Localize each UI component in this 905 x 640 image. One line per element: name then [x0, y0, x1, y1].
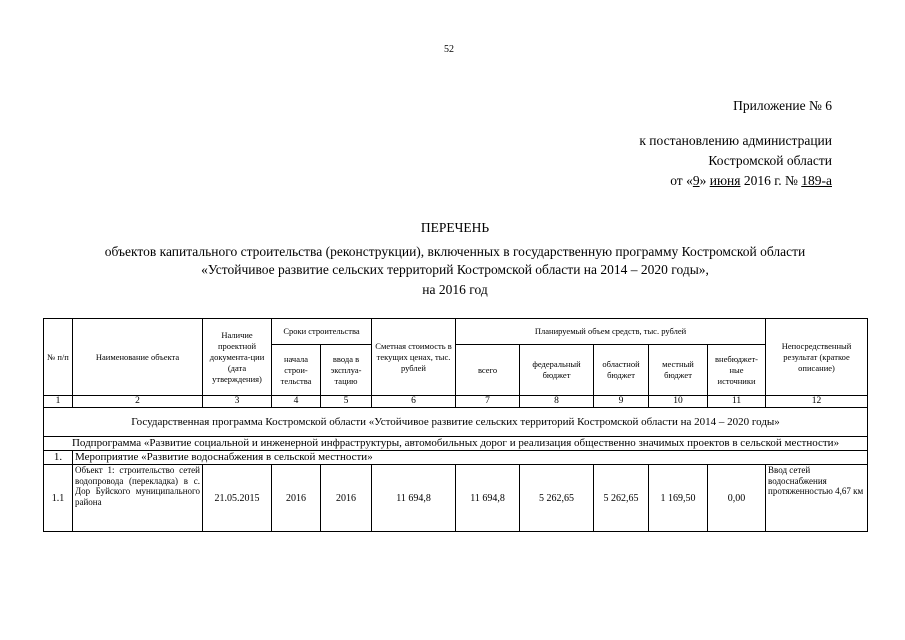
- col-number: 1: [44, 396, 73, 408]
- page-number: 52: [444, 44, 454, 55]
- table-row: [44, 465, 868, 532]
- row-commission-year: 2016: [321, 465, 372, 532]
- col-number: 10: [649, 396, 708, 408]
- date-prefix: от «: [670, 173, 693, 188]
- appendix-line-2: Костромской области: [708, 153, 832, 168]
- col-number: 5: [321, 396, 372, 408]
- header-name: Наименование объекта: [73, 319, 203, 396]
- col-number: 11: [708, 396, 766, 408]
- header-total: всего: [456, 345, 520, 396]
- program-row: Государственная программа Костромской области «Устойчивое развитие сельских территорий Костромской области на 2014 – 2020 годы»: [44, 408, 868, 437]
- heading-line-2: «Устойчивое развитие сельских территорий Костромской области на 2014 – 2020 годы»,: [201, 262, 709, 277]
- row-federal: 5 262,65: [520, 465, 594, 532]
- col-number: 3: [203, 396, 272, 408]
- header-federal: федеральный бюджет: [520, 345, 594, 396]
- date-month: июня: [709, 173, 741, 188]
- date-mid: »: [699, 173, 710, 188]
- row-local: 1 169,50: [649, 465, 708, 532]
- appendix-line-1: к постановлению администрации: [639, 133, 832, 148]
- col-number: 6: [372, 396, 456, 408]
- measure-num: 1.: [44, 451, 73, 465]
- col-number: 2: [73, 396, 203, 408]
- header-commission: ввода в эксплуа-тацию: [321, 345, 372, 396]
- row-start-year: 2016: [272, 465, 321, 532]
- col-number: 9: [594, 396, 649, 408]
- col-number: 8: [520, 396, 594, 408]
- appendix-date: [639, 171, 832, 191]
- subprogram-row: Подпрограмма «Развитие социальной и инженерной инфраструктуры, автомобильных дорог и реализация общественно значимых проектов в сельской местности»: [44, 437, 868, 451]
- objects-table: [43, 318, 868, 532]
- col-number: 7: [456, 396, 520, 408]
- header-local: местный бюджет: [649, 345, 708, 396]
- header-start: начала строи-тельства: [272, 345, 321, 396]
- row-project-date: 21.05.2015: [203, 465, 272, 532]
- heading-line-1: объектов капитального строительства (реконструкции), включенных в государственную программу Костромской области: [104, 244, 806, 259]
- row-result: Ввод сетей водоснабжения протяженностью 4,67 км: [766, 465, 868, 532]
- row-total: 11 694,8: [456, 465, 520, 532]
- resolution-number: 189-а: [801, 173, 832, 188]
- row-regional: 5 262,65: [594, 465, 649, 532]
- heading-title: ПЕРЕЧЕНЬ: [420, 220, 490, 235]
- row-object-name: Объект 1: строительство сетей водопровода (перекладка) в с. Дор Буйского муниципального района: [73, 465, 203, 532]
- appendix-block: [639, 131, 832, 191]
- appendix-title: Приложение № 6: [733, 98, 832, 113]
- header-num: № п/п: [44, 319, 73, 396]
- heading-line-3: на 2016 год: [422, 282, 488, 297]
- header-planned-funds: Планируемый объем средств, тыс. рублей: [456, 319, 766, 345]
- row-num: 1.1: [44, 465, 73, 532]
- col-number: 4: [272, 396, 321, 408]
- row-extra: 0,00: [708, 465, 766, 532]
- header-project-docs: Наличие проектной документа-ции (дата утверждения): [203, 319, 272, 396]
- header-result: Непосредственный результат (краткое описание): [766, 319, 868, 396]
- col-number: 12: [766, 396, 868, 408]
- date-year: 2016 г. №: [740, 173, 802, 188]
- header-extra: внебюджет-ные источники: [708, 345, 766, 396]
- header-estimate: Сметная стоимость в текущих ценах, тыс. рублей: [372, 319, 456, 396]
- date-day: 9: [692, 173, 700, 188]
- measure-label: Мероприятие «Развитие водоснабжения в сельской местности»: [73, 451, 868, 465]
- row-estimate: 11 694,8: [372, 465, 456, 532]
- header-terms: Сроки строительства: [272, 319, 372, 345]
- header-regional: областной бюджет: [594, 345, 649, 396]
